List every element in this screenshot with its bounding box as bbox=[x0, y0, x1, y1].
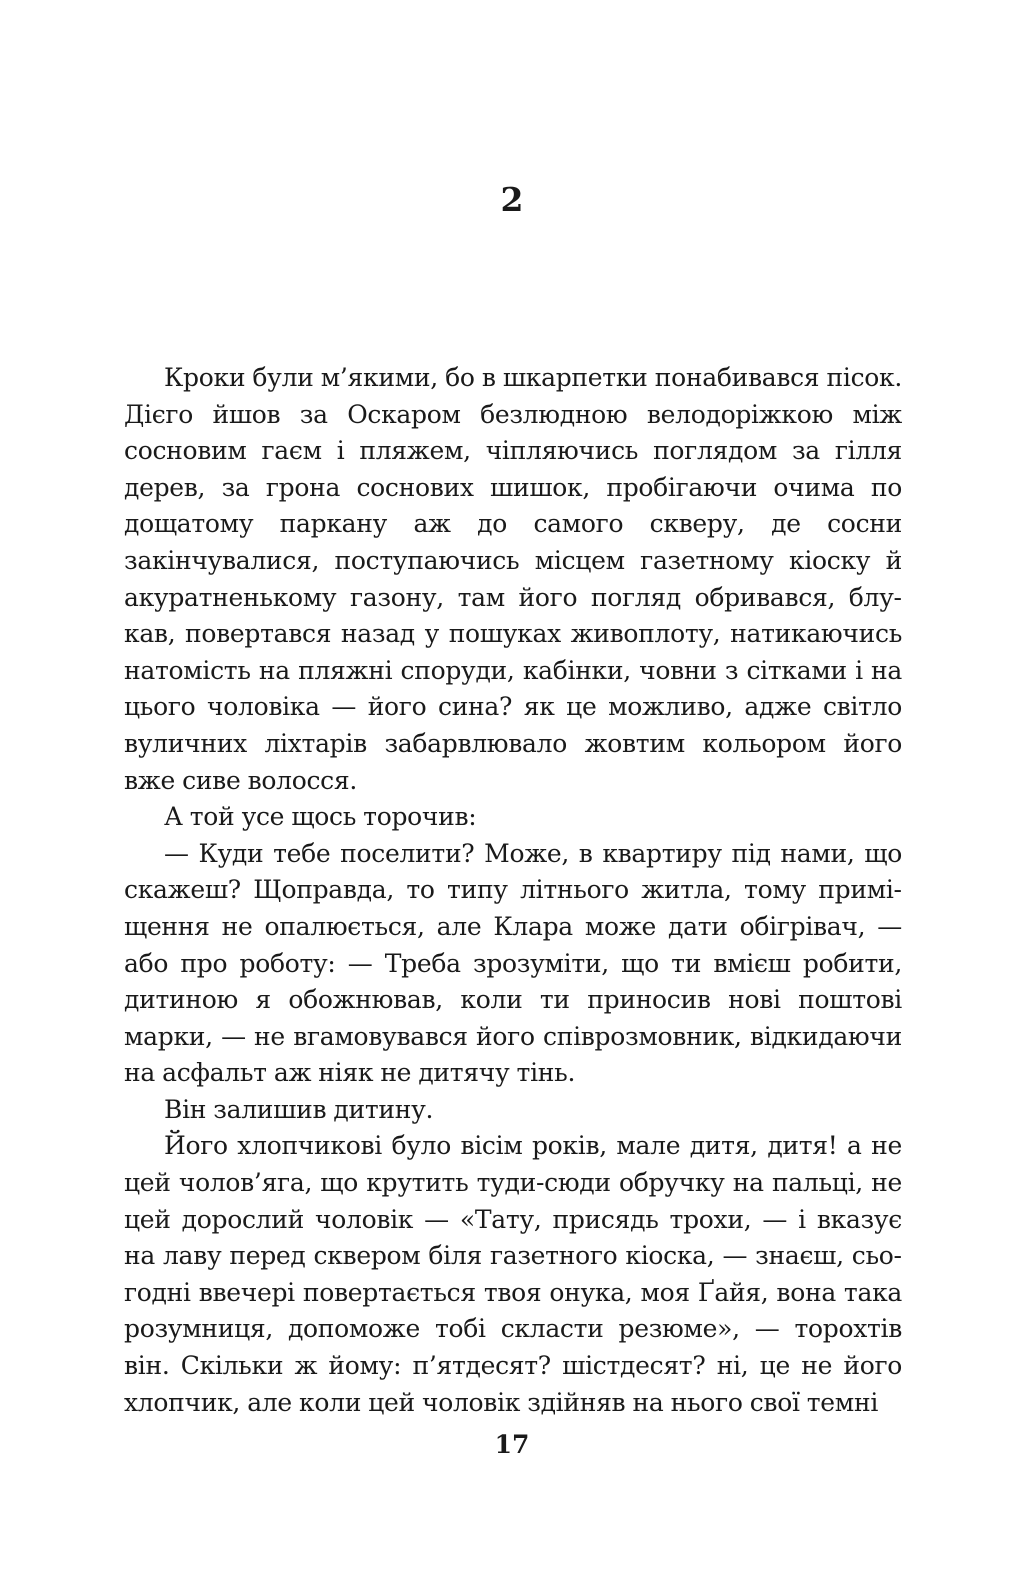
paragraph: Кроки були м’якими, бо в шкарпетки понабивався пісок. Дієго йшов за Оскаром безлюдною велодоріжкою між сосновим гаєм і пляжем, чіпляючись поглядом за гілля дерев, за грона соснових шишок, пробігаючи очима по дощатому паркану аж до самого скверу, де сосни закінчувалися, поступаючись місцем газетному кіоску й акуратненькому газону, там його погляд обривався, блукав, повертався назад у пошуках живоплоту, натикаючись натомість на пляжні споруди, кабінки, човни з сітками і на цього чоловіка — його сина? як це можливо, адже світло вуличних ліхтарів забарвлювало жовтим кольором його вже сиве волосся. bbox=[124, 363, 902, 795]
paragraph: — Куди тебе поселити? Може, в квартиру під нами, що скажеш? Щоправда, то типу літнього житла, тому приміщення не опалюється, але Клара може дати обігрівач, — або про роботу: — Треба зрозуміти, що ти вмієш робити, дитиною я обожнював, коли ти приносив нові поштові марки, — не вгамовувався його співрозмовник, відкидаючи на асфальт аж ніяк не дитячу тінь. bbox=[124, 838, 902, 1088]
paragraph: Його хлопчикові було вісім років, мале дитя, дитя! а не цей чолов’яга, що крутить туди-сюди обручку на пальці, не цей дорослий чоловік — «Тату, присядь трохи, — і вказує на лаву перед сквером біля газетного кіоска, — знаєш, сьогодні ввечері повертається твоя онука, моя Ґайя, вона така розумниця, допоможе тобі скласти резюме», — торохтів він. Скільки ж йому: п’ятдесят? шістдесят? ні, це не його хлопчик, але коли цей чоловік здійняв на нього свої темні bbox=[124, 1131, 902, 1417]
paragraph: А той усе щось торочив: bbox=[164, 802, 477, 832]
chapter-text bbox=[124, 360, 902, 1421]
chapter-number: 2 bbox=[500, 180, 524, 219]
page-number: 17 bbox=[494, 1430, 530, 1459]
paragraph: Він залишив дитину. bbox=[164, 1094, 434, 1124]
